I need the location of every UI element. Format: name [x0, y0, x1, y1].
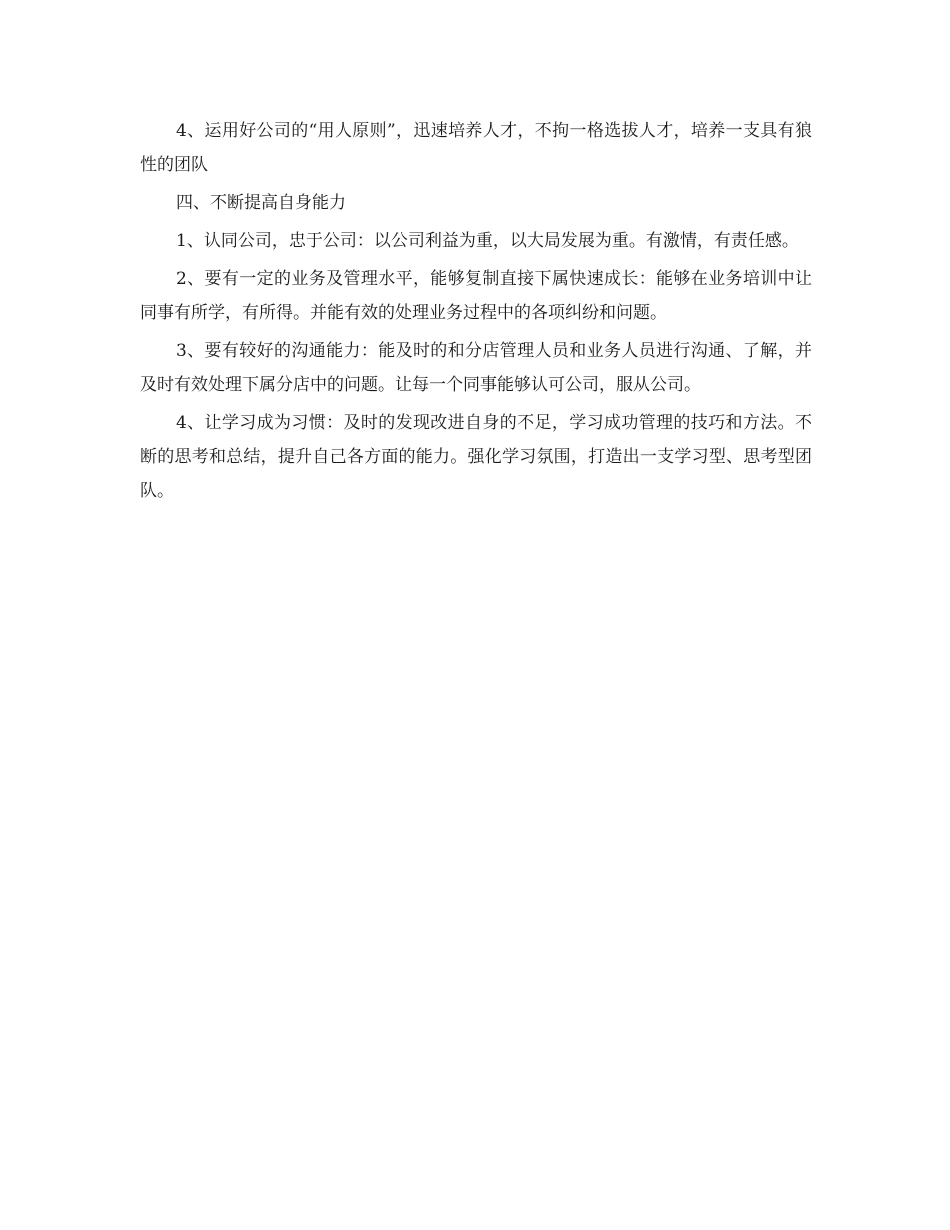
- paragraph-talent-principle: 4、运用好公司的“用人原则”，迅速培养人才，不拘一格选拔人才，培养一支具有狼性的团队: [140, 121, 812, 175]
- document-body: [140, 114, 812, 512]
- paragraph-communication: 3、要有较好的沟通能力：能及时的和分店管理人员和业务人员进行沟通、了解，并及时有效处理下属分店中的问题。让每一个同事能够认可公司，服从公司。: [140, 341, 812, 395]
- section-heading-self-improvement: 四、不断提高自身能力: [176, 193, 346, 213]
- paragraph-learning-habit: 4、让学习成为习惯：及时的发现改进自身的不足，学习成功管理的技巧和方法。不断的思考和总结，提升自己各方面的能力。强化学习氛围，打造出一支学习型、思考型团队。: [140, 413, 812, 501]
- paragraph-management-skill: 2、要有一定的业务及管理水平，能够复制直接下属快速成长：能够在业务培训中让同事有所学，有所得。并能有效的处理业务过程中的各项纠纷和问题。: [140, 269, 812, 323]
- paragraph-loyalty: 1、认同公司，忠于公司：以公司利益为重，以大局发展为重。有激情，有责任感。: [176, 231, 799, 251]
